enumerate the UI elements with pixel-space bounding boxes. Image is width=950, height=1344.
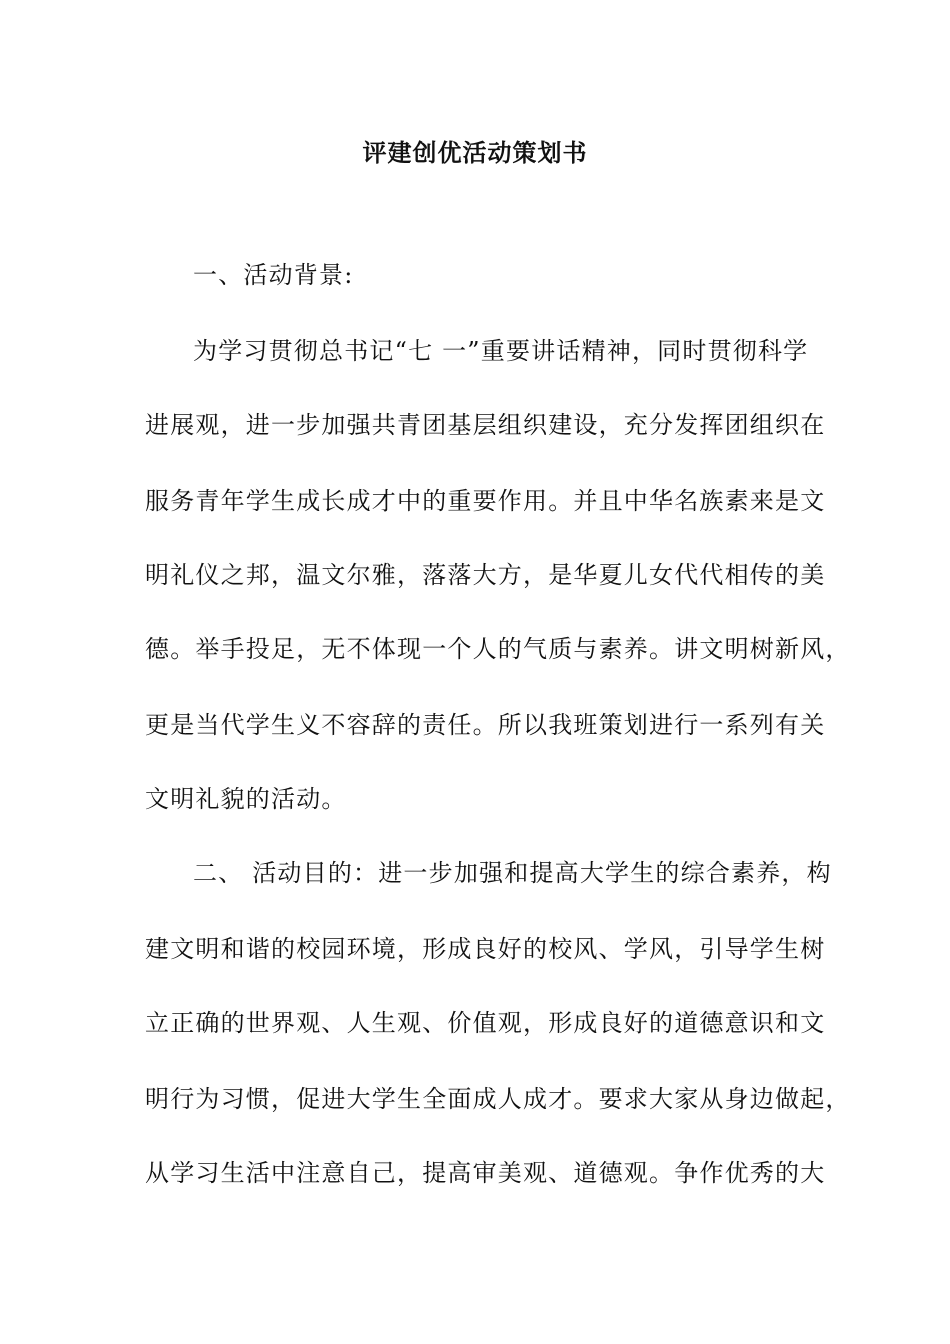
paragraph-line: 进展观，进一步加强共青团基层组织建设，充分发挥团组织在 (145, 411, 826, 439)
paragraph-line: 明礼仪之邦，温文尔雅，落落大方，是华夏儿女代代相传的美 (145, 561, 826, 589)
section-heading-purpose: 二、 活动目的：进一步加强和提高大学生的综合素养，构 (193, 859, 832, 887)
paragraph-line: 文明礼貌的活动。 (145, 785, 347, 813)
paragraph-line: 明行为习惯，促进大学生全面成人成才。要求大家从身边做起， (145, 1085, 851, 1113)
document-title: 评建创优活动策划书 (362, 138, 588, 167)
paragraph-line: 为学习贯彻总书记“七 一”重要讲话精神，同时贯彻科学 (193, 337, 809, 365)
paragraph-line: 建文明和谐的校园环境，形成良好的校风、学风，引导学生树 (145, 935, 826, 963)
paragraph-line: 更是当代学生义不容辞的责任。所以我班策划进行一系列有关 (145, 711, 826, 739)
section-heading-background: 一、活动背景: (193, 261, 354, 289)
paragraph-line: 从学习生活中注意自己，提高审美观、道德观。争作优秀的大 (145, 1159, 826, 1187)
paragraph-line: 德。举手投足，无不体现一个人的气质与素养。讲文明树新风， (145, 635, 851, 663)
paragraph-line: 立正确的世界观、人生观、价值观，形成良好的道德意识和文 (145, 1009, 826, 1037)
paragraph-line: 服务青年学生成长成才中的重要作用。并且中华名族素来是文 (145, 487, 826, 515)
